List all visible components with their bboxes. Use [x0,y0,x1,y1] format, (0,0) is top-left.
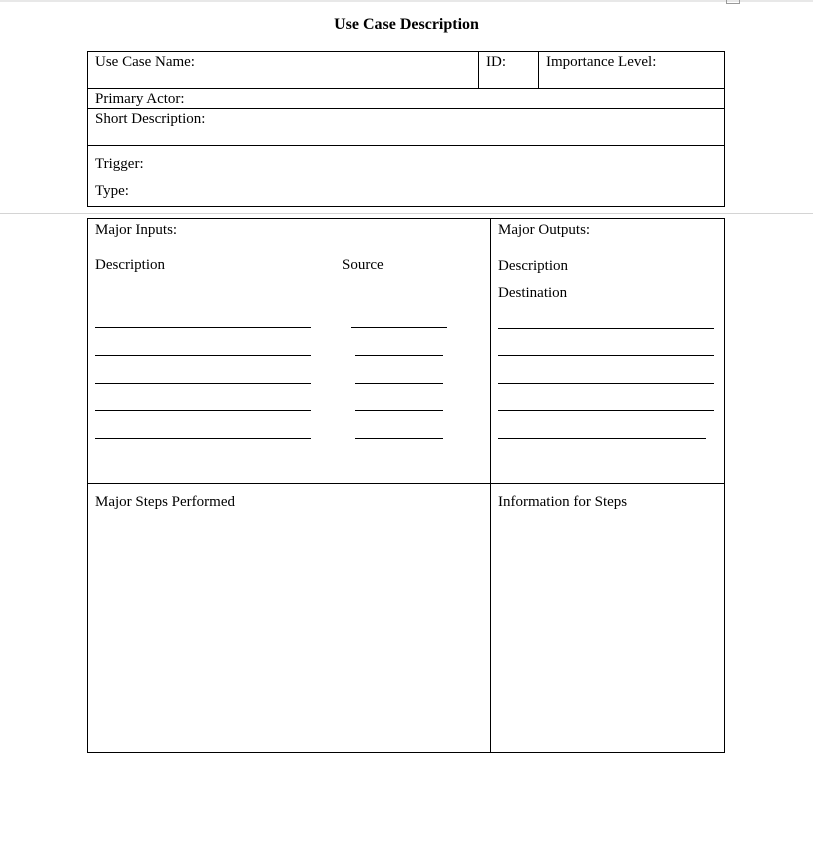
input-description-blank[interactable] [95,410,311,411]
trigger-label: Trigger: [95,156,144,172]
inputs-source-header: Source [342,257,384,273]
inputs-outputs-table [87,218,725,753]
use-case-name-label: Use Case Name: [95,54,195,70]
input-description-blank[interactable] [95,438,311,439]
major-inputs-label: Major Inputs: [95,222,178,238]
input-source-blank[interactable] [355,438,443,439]
input-description-blank[interactable] [95,383,311,384]
row-divider-3 [87,145,725,146]
input-source-blank[interactable] [355,383,443,384]
input-source-blank[interactable] [355,355,443,356]
inputs-description-header: Description [95,257,165,273]
importance-cell-divider [538,51,539,88]
major-steps-label: Major Steps Performed [95,494,235,510]
page-separator [0,213,813,214]
page-corner-marker [726,0,740,4]
type-label: Type: [95,183,129,199]
input-description-blank[interactable] [95,355,311,356]
input-source-blank[interactable] [351,327,447,328]
column-divider [490,218,491,753]
outputs-destination-header: Destination [498,285,568,301]
outputs-description-header: Description [498,258,568,274]
page-top-edge [0,0,813,2]
importance-level-label: Importance Level: [546,54,657,70]
row-divider-2 [87,108,725,109]
output-blank[interactable] [498,410,714,411]
primary-actor-label: Primary Actor: [95,91,185,107]
id-cell-divider [478,51,479,88]
information-for-steps-label: Information for Steps [498,494,628,510]
output-blank[interactable] [498,328,714,329]
output-blank[interactable] [498,355,714,356]
page-title: Use Case Description [334,16,479,33]
steps-row-divider [87,483,725,484]
input-source-blank[interactable] [355,410,443,411]
input-description-blank[interactable] [95,327,311,328]
row-divider-1 [87,88,725,89]
id-label: ID: [486,54,506,70]
use-case-header-table [87,51,725,207]
short-description-label: Short Description: [95,111,206,127]
major-outputs-label: Major Outputs: [498,222,591,238]
output-blank[interactable] [498,383,714,384]
output-blank[interactable] [498,438,706,439]
